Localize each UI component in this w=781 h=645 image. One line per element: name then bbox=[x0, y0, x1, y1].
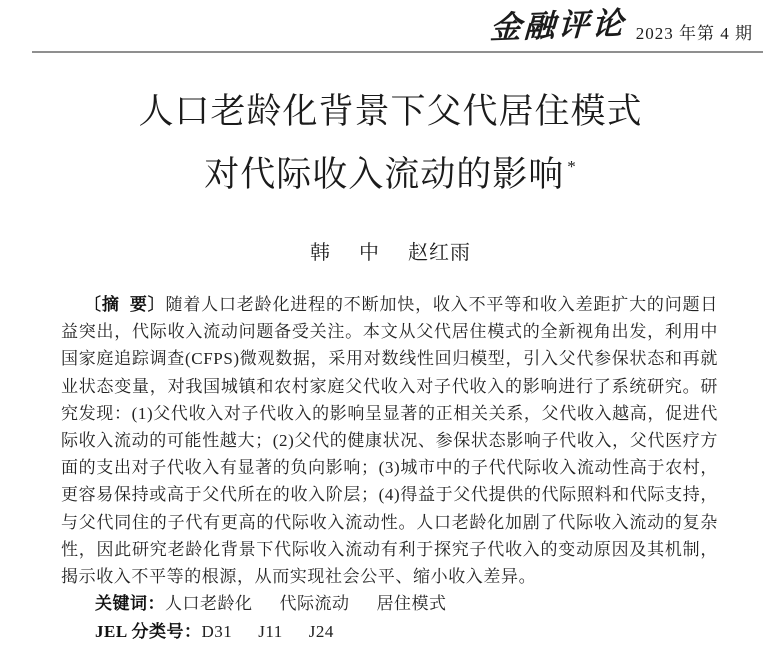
journal-logo: 金融评论 bbox=[489, 5, 627, 46]
author-name-2: 中 bbox=[359, 242, 380, 264]
jel-code-3: J24 bbox=[308, 622, 334, 641]
abstract-text: 随着人口老龄化进程的不断加快，收入不平等和收入差距扩大的问题日益突出，代际收入流动问题备受关注。本文从父代居住模式的全新视角出发，利用中国家庭追踪调查(CFPS)微观数据，采用对数线性回归模型，引入父代参保状态和再就业状态变量，对我国城镇和农村家庭父代收入对子代收入的影响进行了系统研究。研究发现：(1)父代收入对子代收入的影响呈显著的正相关关系，父代收入越高，促进代际收入流动的可能性越大；(2)父代的健康状况、参保状态影响子代收入，父代医疗方面的支出对子代收入有显著的负向影响；(3)城市中的子代代际收入流动性高于农村，更容易保持或高于父代所在的收入阶层；(4)得益于父代提供的代际照料和代际支持，与父代同住的子代有更高的代际收入流动性。人口老龄化加剧了代际收入流动的复杂性，因此研究老龄化背景下代际收入流动有利于探究子代收入的变动原因及其机制，揭示收入不平等的根源，从而实现社会公平、缩小收入差异。 bbox=[61, 295, 718, 587]
keywords-line bbox=[95, 589, 447, 614]
authors-line bbox=[0, 236, 781, 265]
page-header bbox=[490, 4, 753, 48]
title-line2: 对代际收入流动的影响 bbox=[204, 155, 565, 194]
jel-code-2: J11 bbox=[258, 622, 283, 641]
jel-line bbox=[95, 617, 334, 642]
author-name-3: 赵红雨 bbox=[408, 242, 471, 264]
author-name-1: 韩 bbox=[310, 242, 331, 264]
paper-title bbox=[0, 84, 781, 202]
issue-label: 2023 年第 4 期 bbox=[635, 24, 753, 43]
jel-code-1: D31 bbox=[201, 622, 233, 641]
keyword-item-3: 居住模式 bbox=[376, 594, 447, 613]
keyword-item-1: 人口老龄化 bbox=[165, 594, 253, 613]
header-divider bbox=[32, 51, 763, 53]
keywords-label: 关键词： bbox=[95, 594, 165, 613]
abstract-paragraph bbox=[61, 291, 718, 590]
keyword-item-2: 代际流动 bbox=[279, 594, 350, 613]
title-footnote-mark: * bbox=[567, 157, 577, 176]
abstract-label: 〔摘 要〕 bbox=[84, 295, 166, 314]
jel-label: JEL 分类号： bbox=[95, 622, 202, 641]
title-line1: 人口老龄化背景下父代居住模式 bbox=[138, 92, 643, 131]
